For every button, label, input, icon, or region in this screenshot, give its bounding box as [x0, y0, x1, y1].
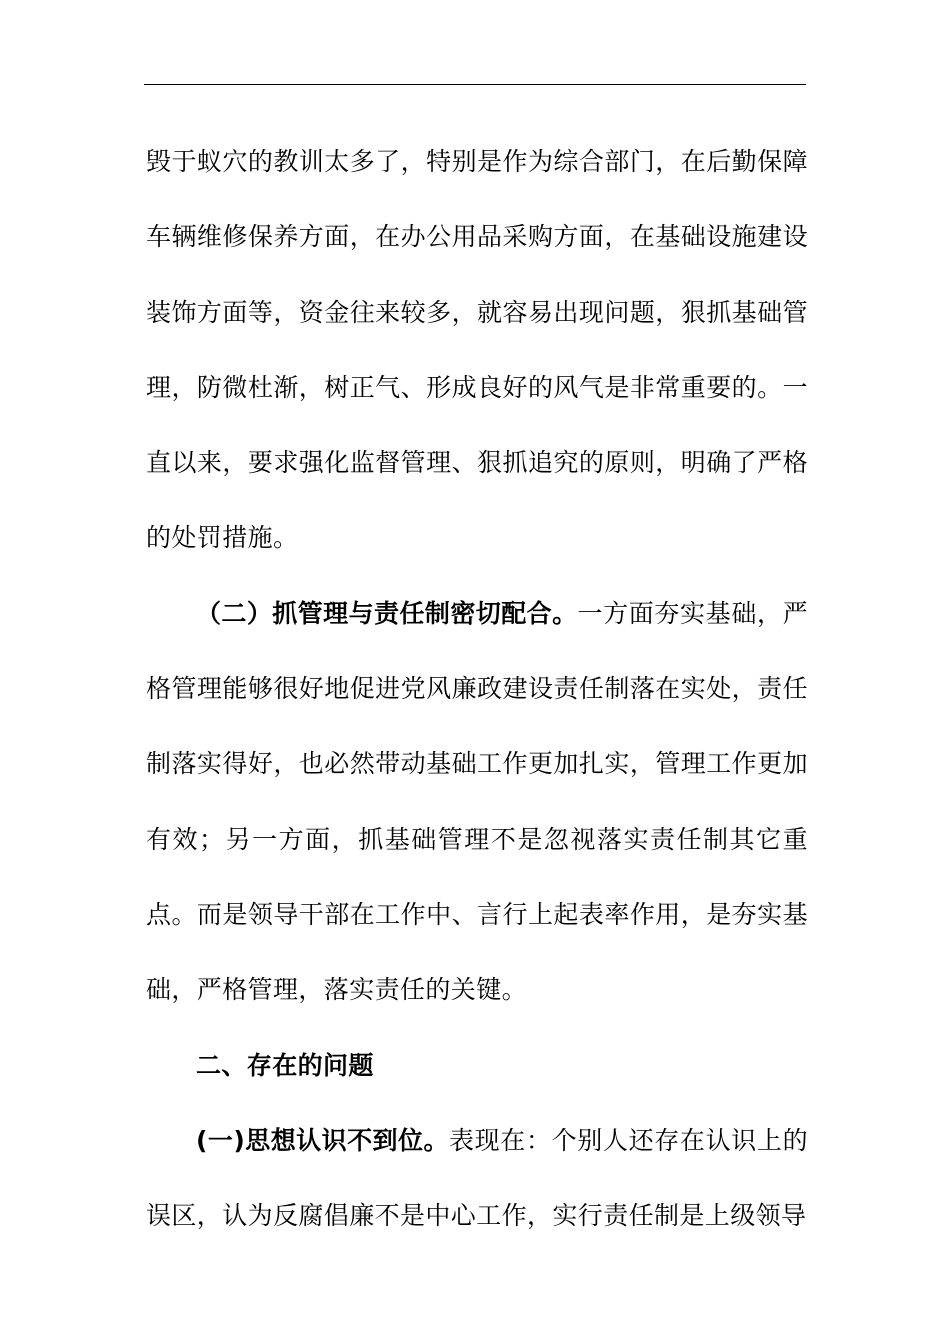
header-rule — [144, 84, 806, 85]
paragraph-text: 一方面夯实基础，严格管理能够很好地促进党风廉政建设责任制落在实处，责任制落实得好，也必然带动基础工作更加扎实，管理工作更加有效；另一方面，抓基础管理不是忽视落实责任制其它重点。而是领导干部在工作中、言行上起表率作用，是夯实基础，严格管理，落实责任的关键。 — [146, 598, 808, 1005]
paragraph-text: 表现在：个别人还存在认识上的误区，认为反腐倡廉不是中心工作，实行责任制是上级领导 — [146, 1125, 808, 1231]
section-heading: 二、存在的问题 — [196, 1050, 374, 1080]
paragraph-continued — [146, 124, 808, 576]
paragraph-lead: (一)思想认识不到位。 — [196, 1125, 449, 1155]
paragraph-2 — [146, 576, 808, 1028]
body-text — [146, 124, 808, 1253]
paragraph-3 — [146, 1103, 808, 1254]
paragraph-text: 毁于蚁穴的教训太多了，特别是作为综合部门，在后勤保障车辆维修保养方面，在办公用品采购方面，在基础设施建设装饰方面等，资金往来较多，就容易出现问题，狠抓基础管理，防微杜渐，树正气、形成良好的风气是非常重要的。一直以来，要求强化监督管理、狠抓追究的原则，明确了严格的处罚措施。 — [146, 147, 808, 553]
paragraph-lead: （二）抓管理与责任制密切配合。 — [196, 598, 578, 628]
